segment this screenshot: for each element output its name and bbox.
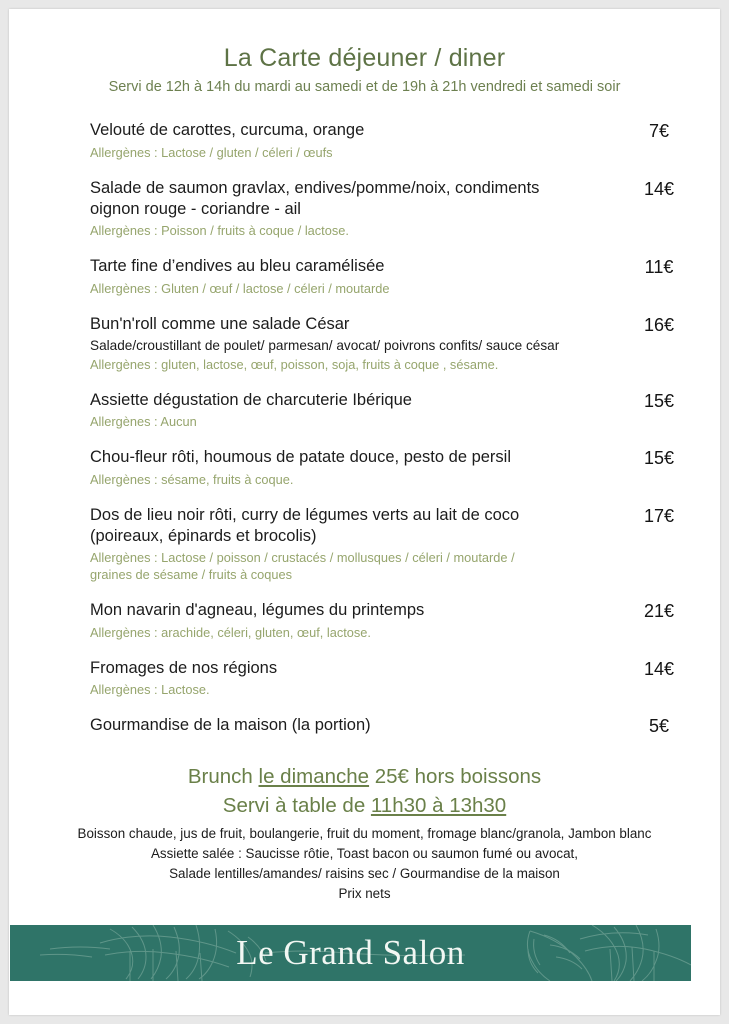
brunch-detail-line: Assiette salée : Saucisse rôtie, Toast bacon ou saumon fumé ou avocat,: [150, 846, 578, 862]
dish-price: 14€: [643, 658, 675, 679]
dish-name: Gourmandise de la maison (la portion): [90, 715, 371, 734]
brunch-heading: [25, 763, 704, 791]
dish-name: Mon navarin d'agneau, légumes du printemps: [90, 601, 425, 620]
brunch-heading-suffix: 25€ hors boissons: [369, 765, 542, 789]
dish-header-row: [90, 715, 690, 738]
menu-page: [9, 9, 720, 1015]
dish-allergens: [90, 472, 560, 489]
allergen-line: Allergènes : Poisson / fruits à coque / lactose.: [90, 223, 349, 239]
dish-allergens: [90, 145, 560, 162]
dish-item: [90, 256, 690, 297]
dish-name: Assiette dégustation de charcuterie Ibérique: [90, 390, 412, 409]
allergen-line: Allergènes : sésame, fruits à coque.: [90, 471, 294, 487]
dish-list: [9, 120, 720, 737]
allergen-line: Allergènes : Gluten / œuf / lactose / céleri / moutarde: [90, 280, 390, 296]
brunch-section: [9, 763, 720, 904]
dish-name: Chou-fleur rôti, houmous de patate douce, pesto de persil: [90, 448, 512, 467]
dish-header-row: [90, 390, 690, 413]
dish-item: [90, 447, 690, 488]
dish-header-row: [90, 505, 690, 549]
dish-price: 15€: [643, 390, 675, 411]
dish-header-row: [90, 178, 690, 222]
allergen-line: Allergènes : Lactose / gluten / céleri / œufs: [90, 144, 333, 160]
brunch-details: [25, 824, 704, 904]
allergen-line: Allergènes : gluten, lactose, œuf, poisson, soja, fruits à coque , sésame.: [90, 356, 499, 372]
dish-allergens: [90, 223, 560, 240]
service-hours-subtitle: Servi de 12h à 14h du mardi au samedi et de 19h à 21h vendredi et samedi soir: [108, 78, 621, 95]
dish-name: Tarte fine d’endives au bleu caramélisée: [90, 257, 385, 276]
dish-item: [90, 178, 690, 241]
dish-price: 21€: [643, 601, 675, 622]
brunch-detail-line: Prix nets: [338, 886, 391, 902]
dish-allergens: [90, 357, 560, 374]
dish-allergens: [90, 682, 560, 699]
brunch-detail-line: Boisson chaude, jus de fruit, boulangerie, fruit du moment, fromage blanc/granola, Jambon blanc: [77, 826, 652, 842]
dish-description: Salade/croustillant de poulet/ parmesan/ avocat/ poivrons confits/ sauce césar: [90, 338, 560, 354]
dish-item: [90, 120, 690, 161]
brunch-day: le dimanche: [258, 765, 370, 789]
dish-header-row: [90, 447, 690, 470]
dish-header-row: [90, 120, 690, 143]
dish-name: Dos de lieu noir rôti, curry de légumes verts au lait de coco (poireaux, épinards et brocolis): [90, 505, 520, 546]
brunch-service-line: [25, 792, 704, 820]
dish-price: 16€: [643, 314, 675, 335]
dish-header-row: [90, 256, 690, 279]
allergen-line: Allergènes : arachide, céleri, gluten, œuf, lactose.: [90, 624, 371, 640]
dish-item: [90, 600, 690, 641]
dish-price: 7€: [648, 121, 670, 142]
brunch-detail-line: Salade lentilles/amandes/ raisins sec / Gourmandise de la maison: [169, 866, 560, 882]
dish-allergens: [90, 550, 560, 584]
dish-item: [90, 505, 690, 585]
dish-price: 14€: [643, 178, 675, 199]
dish-item: [90, 314, 690, 374]
dish-name: Salade de saumon gravlax, endives/pomme/noix, condiments oignon rouge - coriandre - ail: [90, 178, 540, 219]
dish-allergens: [90, 281, 560, 298]
allergen-line: Allergènes : Lactose.: [90, 682, 210, 698]
allergen-line: graines de sésame / fruits à coques: [90, 567, 293, 583]
dish-name: Velouté de carottes, curcuma, orange: [90, 121, 365, 140]
dish-allergens: [90, 625, 560, 642]
menu-header: [9, 9, 720, 96]
dish-allergens: [90, 414, 560, 431]
dish-name: Fromages de nos régions: [90, 658, 278, 677]
dish-name: Bun'n'roll comme une salade César: [90, 314, 350, 333]
dish-price: 15€: [643, 448, 675, 469]
page-title: La Carte déjeuner / diner: [223, 44, 506, 72]
brunch-heading-prefix: Brunch: [187, 765, 259, 789]
dish-item: [90, 390, 690, 431]
brunch-service-prefix: Servi à table de: [222, 793, 371, 817]
dish-price: 11€: [644, 257, 674, 278]
restaurant-name: Le Grand Salon: [236, 933, 465, 972]
dish-header-row: [90, 600, 690, 623]
dish-item: [90, 658, 690, 699]
brunch-service-time: 11h30 à 13h30: [370, 793, 507, 817]
footer-banner: [10, 925, 691, 981]
dish-price: 17€: [643, 505, 675, 526]
dish-header-row: [90, 658, 690, 681]
dish-header-row: [90, 314, 690, 337]
dish-item: [90, 715, 690, 738]
allergen-line: Allergènes : Lactose / poisson / crustacés / mollusques / céleri / moutarde /: [90, 550, 515, 566]
allergen-line: Allergènes : Aucun: [90, 414, 197, 430]
dish-price: 5€: [648, 715, 670, 736]
